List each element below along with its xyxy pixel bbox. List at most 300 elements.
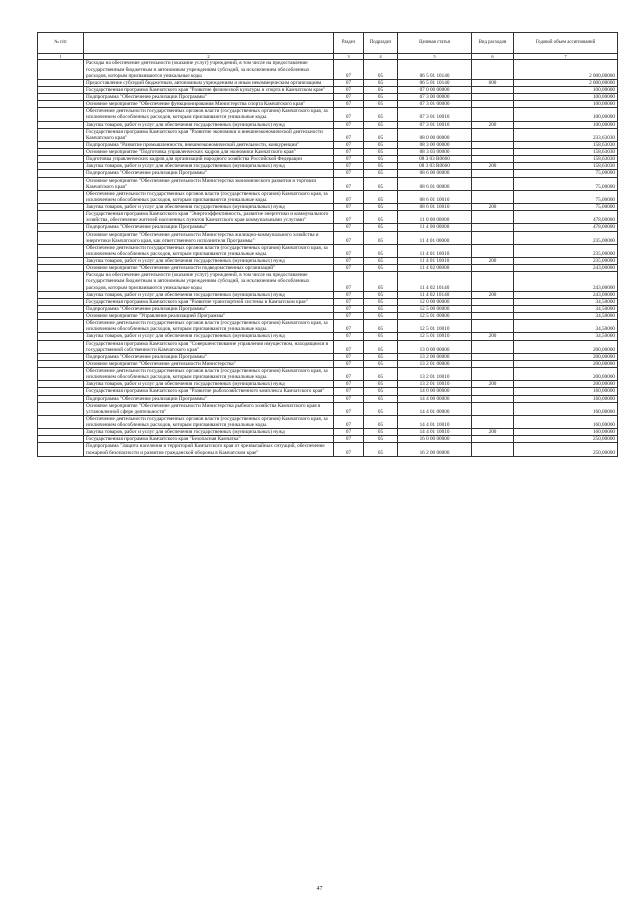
amount-cell: 200,00000 (514, 368, 618, 381)
expense-name-cell: Закупка товаров, работ и услуг для обеспечения государственных (муниципальных) нужд (84, 333, 334, 340)
row-number-cell (38, 108, 84, 121)
subsection-cell: 05 (364, 101, 398, 108)
article-cell: 14 4 01 10010 (398, 415, 472, 428)
article-cell: 08 6 01 00000 (398, 177, 472, 190)
row-number-cell (38, 360, 84, 367)
expense-type-cell (472, 156, 514, 163)
amount-cell: 2 000,00000 (514, 79, 618, 86)
expense-name-cell: Расходы на обеспечение деятельности (оказание услуг) учреждений, в том числе на предоставление государственным бюджетным и автономным учреждениям субсидий, за исключением обособленных расходов, которым присваиваются уникальные коды (84, 272, 334, 291)
row-number-cell (38, 340, 84, 353)
expense-type-cell (472, 395, 514, 402)
expense-type-cell (472, 402, 514, 415)
row-number-cell (38, 381, 84, 388)
expense-name-cell: Обеспечение деятельности государственных органов власти (государственных органов) Камчатского края, за исключением обособленных расходов, которым присваиваются уникальные коды. (84, 244, 334, 257)
section-cell: 07 (334, 443, 364, 456)
subsection-cell: 05 (364, 163, 398, 170)
row-number-cell (38, 177, 84, 190)
expense-type-cell (472, 313, 514, 320)
section-cell: 07 (334, 94, 364, 101)
subsection-cell: 05 (364, 320, 398, 333)
row-number-cell (38, 141, 84, 148)
table-row (38, 108, 618, 121)
table-row (38, 291, 618, 298)
expense-type-cell (472, 436, 514, 443)
section-cell: 07 (334, 360, 364, 367)
amount-cell: 160,00000 (514, 429, 618, 436)
article-cell: 13 2 01 10010 (398, 368, 472, 381)
table-row (38, 402, 618, 415)
amount-cell: 158,63030 (514, 149, 618, 156)
article-cell: 08 3 03 R0660 (398, 163, 472, 170)
expense-type-cell: 200 (472, 381, 514, 388)
subsection-cell: 05 (364, 211, 398, 224)
row-number-cell (38, 94, 84, 101)
expense-name-cell: Закупка товаров, работ и услуг для обеспечения государственных (муниципальных) нужд (84, 291, 334, 298)
expense-type-cell (472, 177, 514, 190)
table-row (38, 272, 618, 291)
expense-name-cell: Подпрограмма "Обеспечение реализации Программы" (84, 353, 334, 360)
subsection-cell: 05 (364, 177, 398, 190)
subsection-cell: 05 (364, 108, 398, 121)
table-row (38, 231, 618, 244)
subsection-cell: 05 (364, 429, 398, 436)
section-cell: 07 (334, 402, 364, 415)
row-number-cell (38, 436, 84, 443)
expense-type-cell (472, 353, 514, 360)
subsection-cell: 05 (364, 170, 398, 177)
amount-cell: 160,00000 (514, 395, 618, 402)
row-number-cell (38, 395, 84, 402)
section-cell: 07 (334, 156, 364, 163)
section-cell: 07 (334, 101, 364, 108)
section-cell: 07 (334, 141, 364, 148)
subsection-cell: 05 (364, 272, 398, 291)
amount-cell: 200,00000 (514, 353, 618, 360)
section-cell: 07 (334, 291, 364, 298)
expense-name-cell: Основное мероприятие "Обеспечение деятельности подведомственных организаций" (84, 265, 334, 272)
expense-name-cell: Основное мероприятие "Обеспечение деятельности Министерства жилищно-коммунального хозяйства и энергетики Камчатского края, как ответственного исполнителя Программы" (84, 231, 334, 244)
expense-type-cell (472, 141, 514, 148)
subsection-cell: 05 (364, 443, 398, 456)
article-cell: 12 5 01 10010 (398, 333, 472, 340)
section-cell: 07 (334, 313, 364, 320)
article-cell: 08 6 01 10010 (398, 204, 472, 211)
expense-name-cell: Подпрограмма "Развитие промышленности, внешнеэкономической деятельности, конкуренции" (84, 141, 334, 148)
amount-cell: 75,00000 (514, 177, 618, 190)
column-number: 3 (334, 54, 364, 60)
expense-name-cell: Государственная программа Камчатского края "Развитие физической культуры и спорта в Камчатском крае" (84, 86, 334, 93)
expense-name-cell: Подпрограмма "Обеспечение реализации Программы" (84, 305, 334, 312)
amount-cell: 75,00000 (514, 204, 618, 211)
expense-type-cell: 600 (472, 79, 514, 86)
subsection-cell: 05 (364, 94, 398, 101)
expense-name-cell: Подпрограмма "Защита населения и территорий Камчатского края от чрезвычайных ситуаций, обеспечение пожарной безопасности и развитие гражданской обороны в Камчатском крае" (84, 443, 334, 456)
expense-type-cell (472, 108, 514, 121)
section-cell: 07 (334, 388, 364, 395)
expense-type-cell (472, 305, 514, 312)
expense-name-cell: Государственная программа Камчатского края "Развитие рыбохозяйственного комплекса Камчатского края" (84, 388, 334, 395)
subsection-cell: 05 (364, 224, 398, 231)
table-row (38, 415, 618, 428)
row-number-cell (38, 190, 84, 203)
article-cell: 08 3 00 00000 (398, 141, 472, 148)
expense-name-cell: Расходы на обеспечение деятельности (оказание услуг) учреждений, в том числе на предоставление государственным бюджетным и автономным учреждениям субсидий, за исключением обособленных расходов, которым присваиваются уникальные коды (84, 60, 334, 79)
amount-cell: 478,00000 (514, 211, 618, 224)
amount-cell: 158,63030 (514, 156, 618, 163)
subsection-cell: 05 (364, 79, 398, 86)
section-cell: 07 (334, 258, 364, 265)
subsection-cell: 05 (364, 340, 398, 353)
row-number-cell (38, 298, 84, 305)
expense-name-cell: Подпрограмма "Обеспечение реализации Программы" (84, 170, 334, 177)
row-number-cell (38, 368, 84, 381)
expense-name-cell: Подпрограмма "Обеспечение реализации Программы" (84, 395, 334, 402)
section-cell: 07 (334, 149, 364, 156)
expense-name-cell: Подготовка управленческих кадров для организаций народного хозяйства Российской Федерации (84, 156, 334, 163)
section-cell: 07 (334, 381, 364, 388)
section-cell: 07 (334, 395, 364, 402)
section-cell: 07 (334, 108, 364, 121)
section-cell: 07 (334, 298, 364, 305)
section-cell: 07 (334, 415, 364, 428)
table-row (38, 360, 618, 367)
article-cell: 12 5 01 10010 (398, 320, 472, 333)
expense-type-cell (472, 340, 514, 353)
expense-type-cell (472, 101, 514, 108)
table-row (38, 211, 618, 224)
expense-type-cell (472, 190, 514, 203)
expense-name-cell: Обеспечение деятельности государственных органов власти (государственных органов) Камчатского края, за исключением обособленных расходов, которым присваиваются уникальные коды. (84, 190, 334, 203)
row-number-cell (38, 128, 84, 141)
subsection-cell: 05 (364, 388, 398, 395)
expense-name-cell: Закупка товаров, работ и услуг для обеспечения государственных (муниципальных) нужд (84, 429, 334, 436)
section-cell: 07 (334, 211, 364, 224)
article-cell: 13 2 01 00000 (398, 360, 472, 367)
table-row (38, 204, 618, 211)
amount-cell: 235,00000 (514, 258, 618, 265)
table-row (38, 86, 618, 93)
subsection-cell: 05 (364, 333, 398, 340)
article-cell: 08 0 00 00000 (398, 128, 472, 141)
column-number: 1 (38, 54, 84, 60)
section-cell: 07 (334, 320, 364, 333)
amount-cell: 75,00000 (514, 190, 618, 203)
article-cell: 14 0 00 00000 (398, 388, 472, 395)
amount-cell: 2 000,00000 (514, 60, 618, 79)
row-number-cell (38, 149, 84, 156)
row-number-cell (38, 388, 84, 395)
table-row (38, 101, 618, 108)
amount-cell: 34,50000 (514, 333, 618, 340)
article-cell: 07 3 00 00000 (398, 94, 472, 101)
amount-cell: 243,00000 (514, 291, 618, 298)
expense-type-cell (472, 60, 514, 79)
table-row (38, 128, 618, 141)
table-row (38, 121, 618, 128)
subsection-cell: 05 (364, 305, 398, 312)
amount-cell: 75,00000 (514, 170, 618, 177)
row-number-cell (38, 156, 84, 163)
article-cell: 12 0 00 00000 (398, 298, 472, 305)
expense-type-cell (472, 224, 514, 231)
article-cell: 16 2 00 00000 (398, 443, 472, 456)
table-row (38, 340, 618, 353)
article-cell: 14 4 01 10010 (398, 429, 472, 436)
row-number-cell (38, 121, 84, 128)
row-number-cell (38, 170, 84, 177)
row-number-cell (38, 313, 84, 320)
amount-cell: 160,00000 (514, 402, 618, 415)
column-number: 2 (84, 54, 334, 60)
expense-name-cell: Основное мероприятие "Управление реализацией Программы" (84, 313, 334, 320)
expense-name-cell: Основное мероприятие "Обеспечение деятельности Министерства экономического развития и торговли Камчатского края" (84, 177, 334, 190)
subsection-cell: 05 (364, 265, 398, 272)
expense-type-cell (472, 272, 514, 291)
article-cell: 11 0 00 00000 (398, 211, 472, 224)
subsection-cell: 05 (364, 258, 398, 265)
article-cell: 11 4 02 00000 (398, 265, 472, 272)
row-number-cell (38, 101, 84, 108)
table-row (38, 156, 618, 163)
expense-name-cell: Государственная программа Камчатского края "Безопасная Камчатка" (84, 436, 334, 443)
page-number: 47 (316, 886, 323, 892)
expense-type-cell (472, 368, 514, 381)
expense-type-cell (472, 415, 514, 428)
header-no: № п/п (38, 33, 84, 54)
table-row (38, 258, 618, 265)
row-number-cell (38, 211, 84, 224)
row-number-cell (38, 402, 84, 415)
expense-type-cell: 200 (472, 163, 514, 170)
section-cell: 07 (334, 333, 364, 340)
expense-type-cell (472, 388, 514, 395)
expense-name-cell: Основное мероприятие "Обеспечение функционирования Министерства спорта Камчатского края" (84, 101, 334, 108)
subsection-cell: 05 (364, 436, 398, 443)
subsection-cell: 05 (364, 121, 398, 128)
amount-cell: 200,00000 (514, 360, 618, 367)
expense-type-cell (472, 244, 514, 257)
row-number-cell (38, 224, 84, 231)
expense-name-cell: Обеспечение деятельности государственных органов власти (государственных органов) Камчатского края, за исключением обособленных расходов, которым присваиваются уникальные коды. (84, 368, 334, 381)
article-cell: 07 3 01 10010 (398, 108, 472, 121)
expense-name-cell: Основное мероприятие "Обеспечение деятельности Министерства" (84, 360, 334, 367)
row-number-cell (38, 305, 84, 312)
header-amount: Годовой объем ассигнований (514, 33, 618, 54)
article-cell: 13 0 00 00000 (398, 340, 472, 353)
row-number-cell (38, 79, 84, 86)
expense-type-cell (472, 86, 514, 93)
header-section: Раздел (334, 33, 364, 54)
expense-name-cell: Закупка товаров, работ и услуг для обеспечения государственных (муниципальных) нужд (84, 121, 334, 128)
table-row (38, 443, 618, 456)
section-cell: 07 (334, 128, 364, 141)
header-subsection: Подраздел (364, 33, 398, 54)
article-cell: 16 0 00 00000 (398, 436, 472, 443)
amount-cell: 100,00000 (514, 108, 618, 121)
section-cell: 07 (334, 163, 364, 170)
subsection-cell: 05 (364, 353, 398, 360)
table-row (38, 170, 618, 177)
table-row (38, 320, 618, 333)
expense-name-cell: Подпрограмма "Обеспечение реализации Программы" (84, 94, 334, 101)
article-cell: 07 3 01 10010 (398, 121, 472, 128)
expense-name-cell: Обеспечение деятельности государственных органов власти (государственных органов) Камчатского края, за исключением обособленных расходов, которым присваиваются уникальные коды. (84, 320, 334, 333)
section-cell: 07 (334, 429, 364, 436)
amount-cell: 100,00000 (514, 86, 618, 93)
expense-name-cell: Обеспечение деятельности государственных органов власти (государственных органов) Камчатского края, за исключением обособленных расходов, которым присваиваются уникальные коды. (84, 415, 334, 428)
row-number-cell (38, 231, 84, 244)
expense-name-cell: Обеспечение деятельности государственных органов власти (государственных органов) Камчатского края, за исключением обособленных расходов, которым присваиваются уникальные коды. (84, 108, 334, 121)
article-cell: 08 3 03 R0660 (398, 156, 472, 163)
amount-cell: 160,00000 (514, 388, 618, 395)
table-row (38, 244, 618, 257)
section-cell: 07 (334, 170, 364, 177)
subsection-cell: 05 (364, 381, 398, 388)
row-number-cell (38, 320, 84, 333)
row-number-cell (38, 272, 84, 291)
expense-type-cell: 200 (472, 333, 514, 340)
expense-name-cell: Закупка товаров, работ и услуг для обеспечения государственных (муниципальных) нужд (84, 204, 334, 211)
table-row (38, 79, 618, 86)
article-cell: 14 4 01 00000 (398, 402, 472, 415)
expense-name-cell: Основное мероприятие "Подготовка управленческих кадров для экономики Камчатского края" (84, 149, 334, 156)
article-cell: 11 4 00 00000 (398, 224, 472, 231)
header-article: Целевая статья (398, 33, 472, 54)
row-number-cell (38, 291, 84, 298)
expense-name-cell: Закупка товаров, работ и услуг для обеспечения государственных (муниципальных) нужд (84, 258, 334, 265)
subsection-cell: 05 (364, 395, 398, 402)
amount-cell: 100,00000 (514, 121, 618, 128)
amount-cell: 100,00000 (514, 101, 618, 108)
expense-type-cell (472, 94, 514, 101)
amount-cell: 158,63030 (514, 141, 618, 148)
amount-cell: 233,63030 (514, 128, 618, 141)
column-number: 5 (398, 54, 472, 60)
amount-cell: 200,00000 (514, 340, 618, 353)
article-cell: 14 4 00 00000 (398, 395, 472, 402)
column-number: 6 (472, 54, 514, 60)
amount-cell: 34,50000 (514, 305, 618, 312)
column-number: 7 (514, 54, 618, 60)
expense-type-cell (472, 211, 514, 224)
subsection-cell: 05 (364, 298, 398, 305)
section-cell: 07 (334, 79, 364, 86)
expense-name-cell: Государственная программа Камчатского края "Энергоэффективность, развитие энергетики и коммунального хозяйства, обеспечение жителей населенных пунктов Камчатского края коммунальными услугами" (84, 211, 334, 224)
row-number-cell (38, 415, 84, 428)
expense-type-cell (472, 443, 514, 456)
expense-name-cell: Подпрограмма "Обеспечение реализации Программы" (84, 224, 334, 231)
table-row (38, 149, 618, 156)
expense-type-cell (472, 298, 514, 305)
expense-type-cell: 200 (472, 204, 514, 211)
amount-cell: 158,63030 (514, 163, 618, 170)
amount-cell: 478,00000 (514, 224, 618, 231)
article-cell: 08 3 03 00000 (398, 149, 472, 156)
article-cell: 06 5 01 10140 (398, 79, 472, 86)
article-cell: 11 4 02 10140 (398, 272, 472, 291)
table-row (38, 388, 618, 395)
table-row (38, 190, 618, 203)
expense-type-cell: 200 (472, 429, 514, 436)
expense-type-cell (472, 320, 514, 333)
expense-name-cell: Государственная программа Камчатского края "Развитие экономики и внешнеэкономической деятельности Камчатского края" (84, 128, 334, 141)
amount-cell: 250,00000 (514, 443, 618, 456)
subsection-cell: 05 (364, 141, 398, 148)
expense-type-cell (472, 149, 514, 156)
row-number-cell (38, 204, 84, 211)
subsection-cell: 05 (364, 204, 398, 211)
amount-cell: 235,00000 (514, 231, 618, 244)
amount-cell: 34,50000 (514, 313, 618, 320)
subsection-cell: 05 (364, 231, 398, 244)
table-row (38, 353, 618, 360)
table-row (38, 305, 618, 312)
section-cell: 07 (334, 190, 364, 203)
row-number-cell (38, 86, 84, 93)
row-number-cell (38, 429, 84, 436)
table-row (38, 368, 618, 381)
section-cell: 07 (334, 86, 364, 93)
header-name (84, 33, 334, 54)
amount-cell: 200,00000 (514, 381, 618, 388)
table-row (38, 298, 618, 305)
article-cell: 07 0 00 00000 (398, 86, 472, 93)
article-cell: 11 4 01 10010 (398, 258, 472, 265)
row-number-cell (38, 265, 84, 272)
subsection-cell: 05 (364, 313, 398, 320)
section-cell: 07 (334, 177, 364, 190)
subsection-cell: 05 (364, 190, 398, 203)
amount-cell: 235,00000 (514, 244, 618, 257)
section-cell: 07 (334, 224, 364, 231)
table-row (38, 224, 618, 231)
expense-name-cell: Закупка товаров, работ и услуг для обеспечения государственных (муниципальных) нужд (84, 163, 334, 170)
header-expense-type: Вид расходов (472, 33, 514, 54)
section-cell: 07 (334, 272, 364, 291)
table-row (38, 265, 618, 272)
table-row (38, 333, 618, 340)
section-cell: 07 (334, 353, 364, 360)
amount-cell: 100,00000 (514, 94, 618, 101)
expense-name-cell: Закупка товаров, работ и услуг для обеспечения государственных (муниципальных) нужд (84, 381, 334, 388)
subsection-cell: 05 (364, 156, 398, 163)
section-cell: 07 (334, 204, 364, 211)
article-cell: 06 5 01 10140 (398, 60, 472, 79)
section-cell: 07 (334, 60, 364, 79)
table-row (38, 395, 618, 402)
table-row (38, 141, 618, 148)
subsection-cell: 05 (364, 291, 398, 298)
row-number-cell (38, 60, 84, 79)
expense-type-cell (472, 265, 514, 272)
section-cell: 07 (334, 368, 364, 381)
row-number-cell (38, 244, 84, 257)
expense-name-cell: Государственная программа Камчатского края "Развитие транспортной системы в Камчатском крае" (84, 298, 334, 305)
row-number-cell (38, 333, 84, 340)
row-number-cell (38, 258, 84, 265)
table-row (38, 163, 618, 170)
article-cell: 13 2 01 10010 (398, 381, 472, 388)
amount-cell: 250,00000 (514, 436, 618, 443)
subsection-cell: 05 (364, 149, 398, 156)
article-cell: 11 4 01 00000 (398, 231, 472, 244)
table-row (38, 177, 618, 190)
expense-type-cell (472, 128, 514, 141)
subsection-cell: 05 (364, 244, 398, 257)
expense-type-cell: 200 (472, 121, 514, 128)
section-cell: 07 (334, 340, 364, 353)
article-cell: 12 5 00 00000 (398, 305, 472, 312)
